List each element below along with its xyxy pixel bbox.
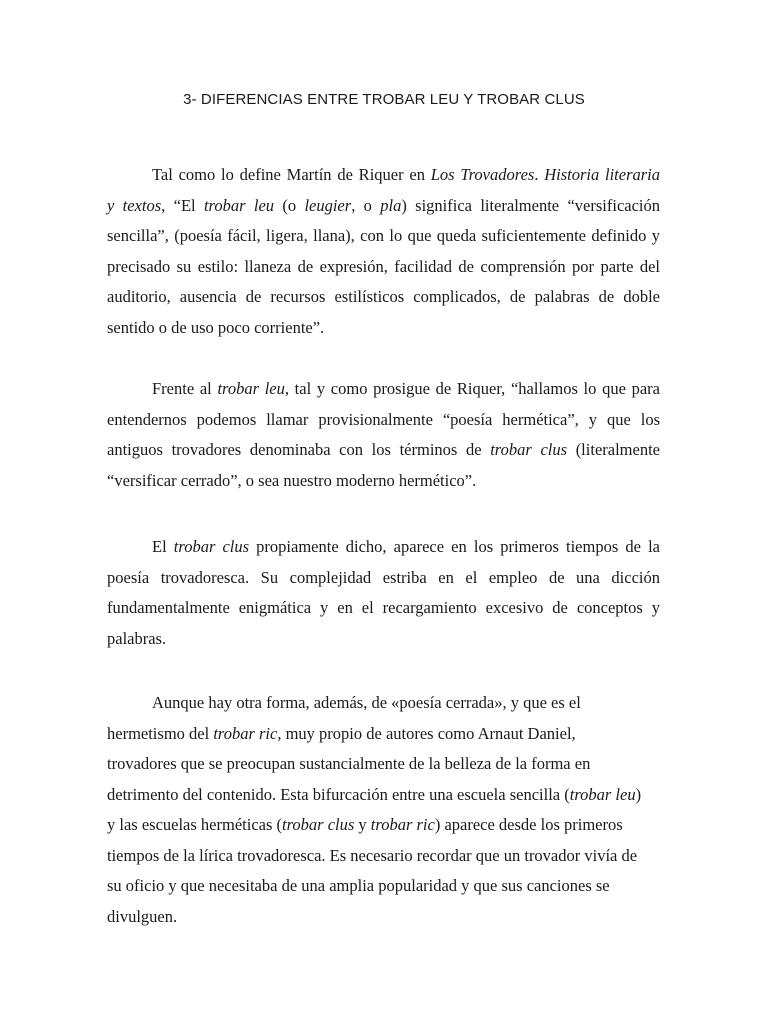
text-run: ): [635, 784, 642, 804]
italic-title: Historia literaria: [544, 165, 661, 184]
italic-term: pla: [380, 195, 402, 215]
text-run: , tal y como prosigue de Riquer, “hallamos lo que para: [284, 379, 660, 398]
text-run: hermetismo del: [107, 723, 214, 743]
paragraph-line: [107, 532, 660, 563]
paragraph-line: su oficio y que necesitaba de una amplia popularidad y que sus canciones se: [107, 876, 610, 895]
italic-term: trobar leu: [217, 379, 285, 398]
paragraph-line: [107, 374, 660, 405]
paragraph-line: trovadores que se preocupan sustancialmente de la belleza de la forma en: [107, 754, 591, 773]
italic-term: trobar clus: [282, 815, 355, 834]
text-run: muy propio de autores como Arnaut Daniel,: [281, 723, 576, 743]
paragraph-line: Aunque hay otra forma, además, de «poesía cerrada», y que es el: [152, 693, 581, 712]
text-run: detrimento del contenido. Esta bifurcación entre una escuela sencilla (: [107, 784, 570, 804]
italic-term: trobar clus: [173, 537, 250, 556]
text-run: El: [152, 537, 174, 556]
paragraph-line: auditorio, ausencia de recursos estilísticos complicados, de palabras de doble: [107, 287, 660, 306]
paragraph-3: [107, 532, 660, 654]
paragraph-line: tiempos de la lírica trovadoresca. Es necesario recordar que un trovador vivía de: [107, 845, 638, 865]
italic-term: trobar clus: [490, 440, 568, 459]
text-run: (o: [274, 195, 305, 215]
paragraph-line: [107, 191, 660, 222]
paragraph-line: entendernos podemos llamar provisionalmente “poesía hermética”, y que los: [107, 409, 660, 429]
text-run: , o: [351, 195, 381, 215]
italic-term: leugier: [304, 195, 352, 215]
italic-title: y textos: [107, 195, 162, 215]
italic-title: Los Trovadores: [430, 165, 535, 184]
text-run: y las escuelas herméticas (: [107, 815, 283, 834]
text-run: .: [534, 165, 545, 184]
text-run: propiamente dicho, aparece en los primeros tiempos de la: [249, 537, 660, 556]
paragraph-line: [107, 810, 667, 841]
paragraph-2: [107, 374, 660, 496]
paragraph-line: fundamentalmente enigmática y en el recargamiento excesivo de conceptos y: [107, 598, 660, 617]
paragraph-line: sentido o de uso poco corriente”.: [107, 317, 325, 337]
text-run: Tal como lo define Martín de Riquer en: [152, 165, 431, 184]
paragraph-line: [107, 160, 660, 191]
paragraph-line: precisado su estilo: llaneza de expresión, facilidad de comprensión por parte del: [107, 256, 660, 276]
paragraph-line: [107, 435, 660, 466]
italic-term: trobar ric,: [213, 723, 282, 743]
text-run: antiguos trovadores denominaba con los términos de: [107, 440, 491, 459]
text-run: ) aparece desde los primeros: [434, 815, 623, 834]
paragraph-1: [107, 160, 660, 343]
italic-term: trobar leu: [203, 195, 275, 215]
italic-term: trobar leu: [569, 784, 636, 804]
text-run: y: [354, 815, 371, 834]
italic-term: trobar ric: [370, 815, 435, 834]
text-run: Frente al: [152, 379, 218, 398]
text-run: , “El: [161, 195, 204, 215]
document-heading: 3- DIFERENCIAS ENTRE TROBAR LEU Y TROBAR CLUS: [183, 91, 585, 108]
paragraph-line: “versificar cerrado”, o sea nuestro moderno hermético”.: [107, 470, 477, 490]
paragraph-line: poesía trovadoresca. Su complejidad estriba en el empleo de una dicción: [107, 567, 660, 587]
paragraph-4: [107, 688, 667, 932]
paragraph-line: [107, 719, 667, 750]
paragraph-line: palabras.: [107, 628, 167, 648]
paragraph-line: [107, 780, 667, 811]
text-run: ) significa literalmente “versificación: [401, 195, 660, 215]
paragraph-line: divulguen.: [107, 906, 178, 926]
text-run: (literalmente: [567, 440, 660, 459]
paragraph-line: sencilla”, (poesía fácil, ligera, llana), con lo que queda suficientemente definido y: [107, 226, 660, 245]
